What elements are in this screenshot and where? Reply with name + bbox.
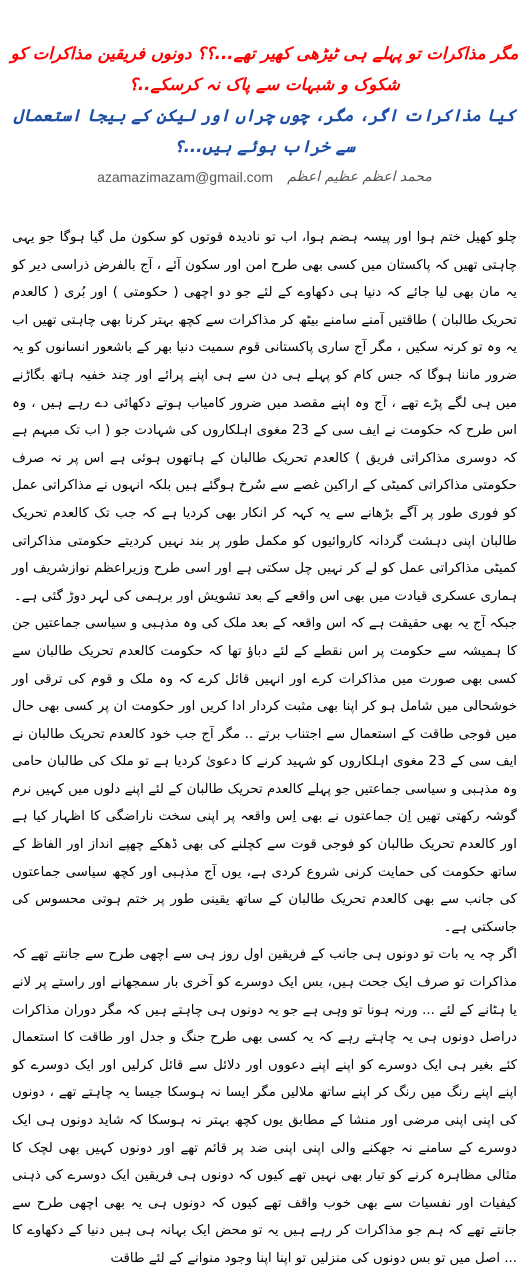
header-spacer [10,188,519,224]
headline-secondary: کیا مذاکرات اگر، مگر، چوں چراں اور لیکن کے بیجا استعمال سے خراب ہوئے ہیں...؟ [13,106,516,156]
body-paragraph-1: چلو کھیل ختم ہوا اور پیسہ ہضم ہوا، اب تو نادیدہ قوتوں کو سکون مل گیا ہوگا جو یہی چاہتی تھیں کہ پاکستان میں کسی بھی طرح امن اور سکون آئے ، آج بالفرض ذراسی دیر کو یہ مان بھی لیا جائے کہ دنیا ہی دکھاوے کے لئے جو دو اچھی ( حکومتی ) اور بُری ( کالعدم تحریک طالبان ) طاقتیں آمنے سامنے بیٹھ کر مذاکرات سے کچھ بہتر کرنا بھی چاہتی تھیں اب یہ وہ تو کرنہ سکیں ، مگر آج ساری پاکستانی قوم سمیت دنیا بھر کے باشعور انسانوں کو یہ ضرور ماننا ہوگا کہ جس کام کو پہلے ہی دن سے ہی اپنے پرائے اور چند خفیہ ہاتھ بگاڑنے میں ہی لگے پڑے تھے ، آج وہ اپنے مقصد میں ضرور کامیاب ہوتے دکھائی دے رہے ہیں ، وہ اس طرح کہ حکومت نے ایف سی کے 23 مغوی اہلکاروں کی شہادت جو ( اب تک مبہم ہے کہ دوسری مذاکراتی فریق ) کالعدم تحریک طالبان کے ہاتھوں ہوئی ہے اس پر نہ صرف حکومتی مذاکراتی کمیٹی کے اراکین غصے سے سُرخ ہوگئے ہیں بلکہ انہوں نے مذاکراتی عمل کو فوری طور پر آگے بڑھانے سے یہ کہہ کر انکار بھی کردیا ہے کہ جب تک کالعدم تحریک طالبان اپنی دہشت گردانہ کاروائیوں کو مکمل طور پر بند نہیں کردیتے حکومتی مذاکراتی کمیٹی مذاکراتی عمل کو لے کر نہیں چل سکتی ہے اور اسی طرح وزیراعظم نوازشریف اور ہماری عسکری قیادت میں بھی اس واقعے کے بعد تشویش اور برہمی کی لہر دوڑ گئی ہے۔ [12,230,517,604]
article-body [10,224,519,1273]
body-paragraph-3: اگر چہ یہ بات تو دونوں ہی جانب کے فریقین اول روز ہی سے اچھی طرح سے جانتے تھے کہ مذاکرات تو صرف ایک جحت ہیں، بس ایک دوسرے کو آخری بار سمجھانے اور راستے پر لانے یا ہٹانے کے لئے ... ورنہ ہونا تو وہی ہے جو یہ دونوں ہی چاہتے ہیں کہ مگر دوران مذاکرات دراصل دونوں ہی یہ چاہتے رہے کہ یہ کسی بھی طرح جنگ و جدل اور طاقت کا استعمال کئے بغیر ہی ایک دوسرے کو اپنے اپنے دعووں اور دلائل سے قائل کرلیں اور ایک دوسرے کو اپنے اپنے رنگ میں رنگ کر اپنے ساتھ ملالیں مگر ایسا نہ ہوسکا جیسا یہ چاہتے تھے ، دونوں کی اپنی اپنی مرضی اور منشا کے مطابق یوں کچھ بہتر نہ ہوسکا کہ شاید دونوں ہی ایک دوسرے کے سامنے نہ جھکنے والی اپنی اپنی ضد پر قائم تھے اور دونوں کہیں بھی لچک کا مثالی مظاہرہ کرنے کو تیار بھی نہیں تھے کیوں کہ دونوں ہی فریقین ایک دوسرے کی ذہنی کیفیات اور نفسیات سے بھی خوب واقف تھے کیوں کہ دونوں ہی یہ بھی اچھی طرح سے جانتے تھے کہ ہم جو مذاکرات کر رہے ہیں یہ تو محض ایک بہانہ ہی ہیں دنیا کے دکھاوے کا ... اصل میں تو بس دونوں کی منزلیں تو اپنا اپنا وجود منوانے کے لئے طاقت [12,947,517,1266]
author-email: azamazimazam@gmail.com [97,169,274,185]
author-name: محمد اعظم عظیم اعظم [287,169,432,185]
headline-primary: مگر مذاکرات تو پہلے ہی ٹیڑھی کھیر تھے...؟؟ دونوں فریقین مذاکرات کو شکوک و شبہات سے پاک نہ کرسکے..؟ [10,44,519,94]
body-paragraph-2: جبکہ آج یہ بھی حقیقت ہے کہ اس واقعہ کے بعد ملک کی وہ مذہبی و سیاسی جماعتیں جن کا ہمیشہ سے حکومت پر اس نقطے کے لئے دباؤ تھا کہ حکومت کالعدم تحریک طالبان سے کسی بھی صورت میں مذاکرات کرے اور انہیں قائل کرے کہ وہ ملک و قوم کی ترقی اور خوشحالی میں شامل ہو کر اپنا بھی مثبت کردار ادا کریں اور حکومت ان پر کسی بھی حال میں فوجی طاقت کے استعمال سے اجتناب برتے .. مگر آج جب خود کالعدم تحریک طالبان نے ایف سی کے 23 مغوی اہلکاروں کو شہید کرنے کا دعویٰ کردیا ہے تو ملک کی طالبان حامی وہ مذہبی و سیاسی جماعتیں جو پہلے کالعدم تحریک طالبان کے لئے اپنے دلوں میں کہیں نرم گوشہ رکھتی تھیں اِن جماعتوں نے بھی اِس واقعہ پر اپنی سخت ناراضگی کا اظہار کیا ہے اور کالعدم تحریک طالبان کو فوجی قوت سے کچلنے کی بھی ڈھکے چھپے انداز اور الفاظ کے ساتھ حکومت کی حمایت کرنی شروع کردی ہے، یوں آج مذہبی اور کچھ سیاسی جماعتوں کی جانب سے بھی کالعدم تحریک طالبان کے ساتھ یقینی طور پر ختم ہوتی محسوس کی جاسکتی ہے۔ [12,616,517,935]
byline [38,166,491,188]
